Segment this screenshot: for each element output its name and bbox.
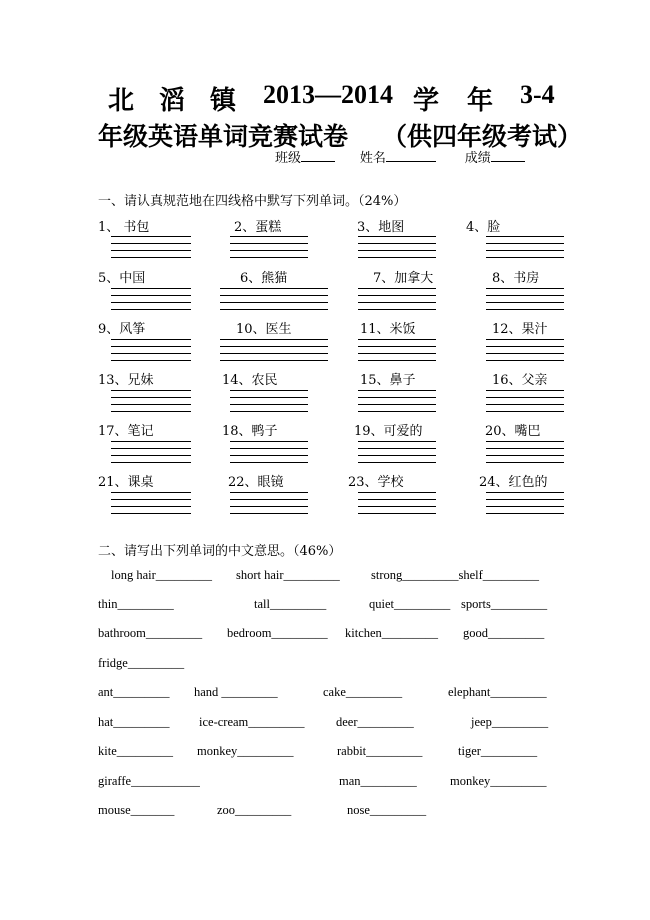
grid-line: [111, 404, 191, 405]
title-char: 滔: [159, 86, 186, 115]
four-line-grid[interactable]: [111, 339, 191, 361]
grid-line: [111, 411, 191, 412]
grid-line: [230, 236, 308, 237]
grid-line: [486, 257, 564, 258]
section1-heading: 一、请认真规范地在四线格中默写下列单词。（24%）: [98, 194, 407, 209]
vocab-item: bathroom_________: [98, 626, 203, 640]
vocab-item: nose_________: [347, 803, 427, 817]
grid-item: 18、鸭子: [222, 424, 278, 439]
grid-line: [486, 243, 564, 244]
grid-line: [230, 448, 308, 449]
grid-line: [111, 499, 191, 500]
grid-line: [111, 346, 191, 347]
vocab-item: hand _________: [194, 685, 278, 699]
grid-line: [230, 455, 308, 456]
grid-line: [220, 288, 328, 289]
grid-item: 20、嘴巴: [485, 424, 541, 439]
vocab-item: strong_________shelf_________: [371, 568, 540, 582]
grid-line: [486, 462, 564, 463]
grid-line: [220, 353, 328, 354]
grid-line: [486, 295, 564, 296]
grid-line: [486, 455, 564, 456]
four-line-grid[interactable]: [486, 390, 564, 412]
grid-line: [486, 390, 564, 391]
vocab-item: short hair_________: [236, 568, 340, 582]
grid-line: [358, 411, 436, 412]
grid-line: [486, 309, 564, 310]
grid-line: [220, 346, 328, 347]
grid-line: [358, 295, 436, 296]
grid-line: [230, 492, 308, 493]
grid-line: [111, 448, 191, 449]
grid-line: [486, 499, 564, 500]
grid-line: [486, 353, 564, 354]
four-line-grid[interactable]: [111, 441, 191, 463]
section2-heading: 二、请写出下列单词的中文意思。（46%）: [98, 544, 342, 559]
grid-line: [358, 346, 436, 347]
grid-line: [358, 492, 436, 493]
grid-line: [486, 404, 564, 405]
grid-line: [358, 243, 436, 244]
grid-line: [230, 397, 308, 398]
grid-line: [111, 353, 191, 354]
grid-line: [111, 288, 191, 289]
name-blank[interactable]: [386, 149, 436, 162]
grid-line: [486, 346, 564, 347]
grid-line: [111, 441, 191, 442]
vocab-item: monkey_________: [450, 774, 547, 788]
grid-line: [486, 513, 564, 514]
grid-line: [111, 243, 191, 244]
grid-line: [358, 288, 436, 289]
grid-line: [230, 411, 308, 412]
grid-line: [220, 360, 328, 361]
name-label: 姓名: [359, 151, 386, 166]
grid-item: 17、笔记: [98, 424, 154, 439]
grid-line: [230, 441, 308, 442]
four-line-grid[interactable]: [486, 339, 564, 361]
grid-item: 16、父亲: [492, 373, 548, 388]
vocab-item: man_________: [339, 774, 417, 788]
title-note: （供四年级考试）: [382, 122, 583, 151]
grid-line: [358, 309, 436, 310]
four-line-grid[interactable]: [358, 236, 436, 258]
score-label: 成绩: [464, 151, 491, 166]
grid-line: [358, 506, 436, 507]
vocab-item: kitchen_________: [345, 626, 439, 640]
vocab-item: cake_________: [323, 685, 403, 699]
grid-line: [220, 302, 328, 303]
grid-line: [486, 506, 564, 507]
grid-line: [358, 404, 436, 405]
four-line-grid[interactable]: [220, 288, 328, 310]
vocab-item: hat_________: [98, 715, 170, 729]
vocab-item: zoo_________: [217, 803, 292, 817]
grid-item: 22、眼镜: [228, 475, 284, 490]
grid-line: [230, 243, 308, 244]
vocab-item: kite_________: [98, 744, 173, 758]
title-year: 2013—2014: [263, 80, 393, 109]
vocab-item: long hair_________: [111, 568, 213, 582]
vocab-item: quiet_________: [369, 597, 451, 611]
four-line-grid[interactable]: [230, 492, 308, 514]
grid-item: 9、风筝: [98, 322, 146, 337]
grid-line: [111, 513, 191, 514]
grid-line: [358, 462, 436, 463]
vocab-item: deer_________: [336, 715, 414, 729]
four-line-grid[interactable]: [230, 236, 308, 258]
grid-line: [220, 295, 328, 296]
vocab-item: tall_________: [254, 597, 327, 611]
grid-line: [486, 448, 564, 449]
grid-line: [486, 236, 564, 237]
grid-line: [358, 441, 436, 442]
title-char: 学: [413, 86, 440, 115]
grid-line: [111, 309, 191, 310]
student-info: [275, 147, 525, 166]
grid-line: [486, 288, 564, 289]
grid-item: 12、果汁: [492, 322, 548, 337]
grid-item: 3、地图: [357, 220, 405, 235]
vocab-item: monkey_________: [197, 744, 294, 758]
grid-item: 14、农民: [222, 373, 278, 388]
grid-line: [486, 397, 564, 398]
grid-line: [358, 397, 436, 398]
grid-line: [111, 236, 191, 237]
grid-line: [358, 339, 436, 340]
vocab-item: tiger_________: [458, 744, 538, 758]
vocab-item: ice-cream_________: [199, 715, 305, 729]
vocab-item: thin_________: [98, 597, 174, 611]
grid-line: [486, 302, 564, 303]
grid-line: [111, 492, 191, 493]
grid-line: [111, 390, 191, 391]
grid-line: [230, 499, 308, 500]
grid-line: [358, 302, 436, 303]
four-line-grid[interactable]: [220, 339, 328, 361]
grid-line: [358, 455, 436, 456]
grid-line: [486, 360, 564, 361]
grid-line: [358, 360, 436, 361]
grid-line: [358, 257, 436, 258]
grid-item: 13、兄妹: [98, 373, 154, 388]
grid-item: 4、脸: [466, 220, 501, 235]
vocab-item: giraffe___________: [98, 774, 200, 788]
grid-line: [358, 353, 436, 354]
title-char: 镇: [210, 86, 237, 115]
four-line-grid[interactable]: [111, 492, 191, 514]
four-line-grid[interactable]: [358, 492, 436, 514]
four-line-grid[interactable]: [486, 441, 564, 463]
grid-item: 2、蛋糕: [234, 220, 282, 235]
vocab-item: sports_________: [461, 597, 548, 611]
four-line-grid[interactable]: [111, 236, 191, 258]
grid-line: [111, 397, 191, 398]
vocab-item: elephant_________: [448, 685, 547, 699]
grid-line: [230, 390, 308, 391]
grid-line: [111, 302, 191, 303]
vocab-item: mouse_______: [98, 803, 175, 817]
class-label: 班级: [275, 151, 302, 166]
four-line-grid[interactable]: [358, 288, 436, 310]
grid-line: [230, 404, 308, 405]
four-line-grid[interactable]: [486, 288, 564, 310]
grid-line: [111, 455, 191, 456]
grid-line: [111, 360, 191, 361]
vocab-item: bedroom_________: [227, 626, 328, 640]
vocab-item: ant_________: [98, 685, 170, 699]
grid-line: [358, 390, 436, 391]
four-line-grid[interactable]: [358, 339, 436, 361]
grid-line: [111, 339, 191, 340]
four-line-grid[interactable]: [486, 236, 564, 258]
grid-item: 7、加拿大: [373, 271, 434, 286]
grid-item: 1、 书包: [98, 220, 150, 235]
grid-line: [486, 250, 564, 251]
grid-line: [486, 411, 564, 412]
grid-line: [486, 492, 564, 493]
grid-item: 23、学校: [348, 475, 404, 490]
four-line-grid[interactable]: [358, 441, 436, 463]
four-line-grid[interactable]: [486, 492, 564, 514]
class-blank[interactable]: [301, 149, 335, 162]
grid-item: 15、鼻子: [360, 373, 416, 388]
four-line-grid[interactable]: [358, 390, 436, 412]
grid-line: [358, 236, 436, 237]
grid-item: 6、熊猫: [240, 271, 288, 286]
vocab-item: rabbit_________: [337, 744, 423, 758]
title-char: 年: [467, 86, 494, 115]
grid-line: [111, 257, 191, 258]
grid-line: [111, 250, 191, 251]
title-main: 年级英语单词竞赛试卷: [98, 122, 349, 151]
four-line-grid[interactable]: [111, 288, 191, 310]
grid-line: [358, 448, 436, 449]
grid-line: [111, 295, 191, 296]
score-blank[interactable]: [491, 149, 525, 162]
four-line-grid[interactable]: [230, 390, 308, 412]
title-grade: 3-4: [520, 80, 555, 109]
grid-line: [220, 339, 328, 340]
grid-item: 5、中国: [98, 271, 146, 286]
grid-line: [358, 250, 436, 251]
vocab-item: jeep_________: [471, 715, 549, 729]
four-line-grid[interactable]: [111, 390, 191, 412]
grid-line: [358, 499, 436, 500]
grid-line: [111, 506, 191, 507]
grid-line: [230, 257, 308, 258]
grid-line: [230, 250, 308, 251]
title-char: 北: [108, 86, 135, 115]
grid-line: [111, 462, 191, 463]
grid-item: 24、红色的: [479, 475, 548, 490]
grid-item: 11、米饭: [360, 322, 416, 337]
vocab-item: fridge_________: [98, 656, 185, 670]
grid-line: [230, 506, 308, 507]
grid-line: [220, 309, 328, 310]
grid-line: [358, 513, 436, 514]
grid-item: 21、课桌: [98, 475, 154, 490]
grid-line: [486, 339, 564, 340]
four-line-grid[interactable]: [230, 441, 308, 463]
grid-item: 10、医生: [236, 322, 292, 337]
grid-line: [486, 441, 564, 442]
grid-item: 19、可爱的: [354, 424, 423, 439]
grid-line: [230, 462, 308, 463]
grid-line: [230, 513, 308, 514]
grid-item: 8、书房: [492, 271, 540, 286]
vocab-item: good_________: [463, 626, 545, 640]
